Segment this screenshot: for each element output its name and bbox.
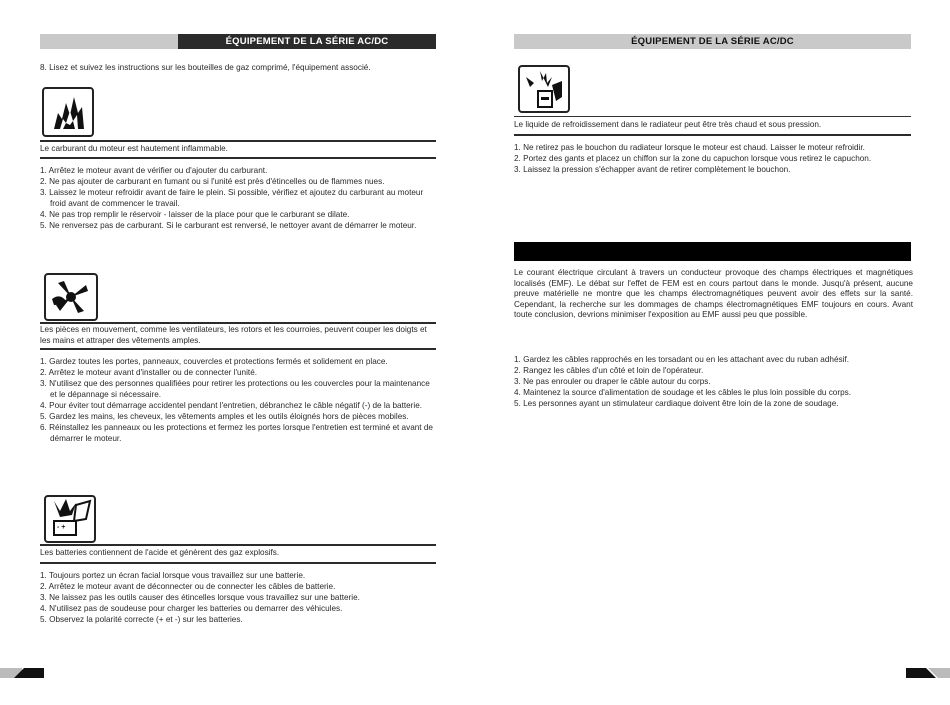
list-item: 3. Laissez la pression s'échapper avant de retirer complètement le bouchon. — [514, 165, 791, 175]
list-item: 2. Ne pas ajouter de carburant en fumant ou si l'unité est près d'étincelles ou de flammes nues. — [40, 177, 385, 187]
battery-bottom-rule — [40, 562, 436, 564]
list-item: 1. Gardez les câbles rapprochés en les torsadant ou en les attachant avec du ruban adhésif. — [514, 355, 849, 364]
radiator-top-rule — [514, 116, 911, 117]
moving-list — [40, 357, 438, 445]
list-item: 3. Laissez le moteur refroidir avant de faire le plein. Si possible, vérifiez et ajoutez du carburant au moteur froid avant de commencer le travail. — [40, 188, 424, 208]
list-item: 1. Toujours portez un écran facial lorsque vous travaillez sur une batterie. — [40, 571, 306, 580]
list-item: 6. Réinstallez les panneaux ou les protections et fermez les portes lorsque l'entretien est terminé et avant de démarrer le moteur. — [40, 423, 433, 443]
list-item: 4. Ne pas trop remplir le réservoir - laisser de la place pour que le carburant se dilate. — [40, 209, 350, 219]
left-page-corner-mark — [0, 664, 44, 678]
list-item: 5. Gardez les mains, les cheveux, les vêtements amples et les outils éloignés hors de pièces mobiles. — [40, 411, 409, 421]
list-item: 2. Arrêtez le moteur avant d'installer ou de connecter l'unité. — [40, 368, 258, 378]
fuel-top-rule — [40, 140, 436, 142]
fuel-list — [40, 166, 438, 232]
battery-explosion-icon — [44, 495, 96, 543]
left-header-bar — [40, 34, 436, 49]
left-header-title: ÉQUIPEMENT DE LA SÉRIE AC/DC — [225, 36, 389, 47]
right-header-title: ÉQUIPEMENT DE LA SÉRIE AC/DC — [631, 36, 794, 47]
list-item: 3. Ne laissez pas les outils causer des étincelles lorsque vous travaillez sur une batterie. — [40, 593, 360, 603]
list-item: 5. Les personnes ayant un stimulateur cardiaque doivent être loin de la zone de soudage. — [514, 399, 839, 409]
radiator-list — [514, 143, 913, 176]
right-header-bar — [514, 34, 911, 49]
battery-caption: Les batteries contiennent de l'acide et génèrent des gaz explosifs. — [40, 548, 280, 557]
left-intro-text: 8. Lisez et suivez les instructions sur les bouteilles de gaz comprimé, l'équipement associé. — [40, 63, 371, 72]
moving-parts-hand-icon — [44, 273, 98, 321]
list-item: 3. N'utilisez que des personnes qualifiées pour retirer les protections ou les couvercles pour la maintenance et le dépannage si nécessaire. — [40, 379, 430, 399]
emf-paragraph: Le courant électrique circulant à travers un conducteur provoque des champs électriques et magnétiques localisés (EMF). Le débat sur l'effet de FEM est en cours partout dans le monde. Jusqu'à présent, aucune preuve matérielle ne montre que les champs électromagnétiques peuvent avoir des effets sur la santé. Cependant, la recherche sur les dommages de champs électromagnétiques EMF toujours en cours. Avant toute conclusion, devrions minimiser l'exposition au EMF aussi peu que possible. — [514, 268, 913, 320]
battery-top-rule — [40, 544, 436, 546]
radiator-caption: Le liquide de refroidissement dans le radiateur peut être très chaud et sous pression. — [514, 120, 822, 129]
list-item: 3. Ne pas enrouler ou draper le câble autour du corps. — [514, 377, 711, 387]
fuel-bottom-rule — [40, 157, 436, 159]
emf-section-band — [514, 242, 911, 261]
list-item: 1. Gardez toutes les portes, panneaux, couvercles et protections fermés et solidement en place. — [40, 357, 388, 366]
hot-radiator-icon — [518, 65, 570, 113]
moving-bottom-rule — [40, 348, 436, 350]
emf-section-title — [514, 247, 520, 257]
list-item: 1. Arrêtez le moteur avant de vérifier ou d'ajouter du carburant. — [40, 166, 268, 175]
moving-caption: Les pièces en mouvement, comme les ventilateurs, les rotors et les courroies, peuvent couper les doigts et les mains et attraper des vêtements amples. — [40, 325, 427, 345]
list-item: 1. Ne retirez pas le bouchon du radiateur lorsque le moteur est chaud. Laisser le moteur refroidir. — [514, 143, 865, 152]
list-item: 4. N'utilisez pas de soudeuse pour charger les batteries ou demarrer des véhicules. — [40, 604, 343, 614]
right-page — [475, 0, 950, 705]
radiator-bottom-rule — [514, 134, 911, 136]
list-item: 5. Ne renversez pas de carburant. Si le carburant est renversé, le nettoyer avant de démarrer le moteur. — [40, 220, 417, 230]
fuel-caption: Le carburant du moteur est hautement inflammable. — [40, 144, 228, 153]
battery-list — [40, 571, 438, 626]
list-item: 2. Portez des gants et placez un chiffon sur la zone du capuchon lorsque vous retirez le capuchon. — [514, 154, 872, 164]
list-item: 2. Arrêtez le moteur avant de déconnecter ou de connecter les câbles de batterie. — [40, 582, 336, 592]
moving-top-rule — [40, 322, 436, 324]
list-item: 4. Maintenez la source d'alimentation de soudage et les câbles le plus loin possible du corps. — [514, 388, 851, 398]
list-item: 2. Rangez les câbles d'un côté et loin de l'opérateur. — [514, 366, 704, 376]
list-item: 4. Pour éviter tout démarrage accidentel pendant l'entretien, débranchez le câble négatif (-) de la batterie. — [40, 400, 423, 410]
list-item: 5. Observez la polarité correcte (+ et -) sur les batteries. — [40, 615, 243, 625]
right-page-corner-mark — [906, 664, 950, 678]
fire-icon — [42, 87, 94, 137]
emf-list — [514, 355, 913, 410]
battery-polarity-label: - + — [57, 524, 66, 531]
